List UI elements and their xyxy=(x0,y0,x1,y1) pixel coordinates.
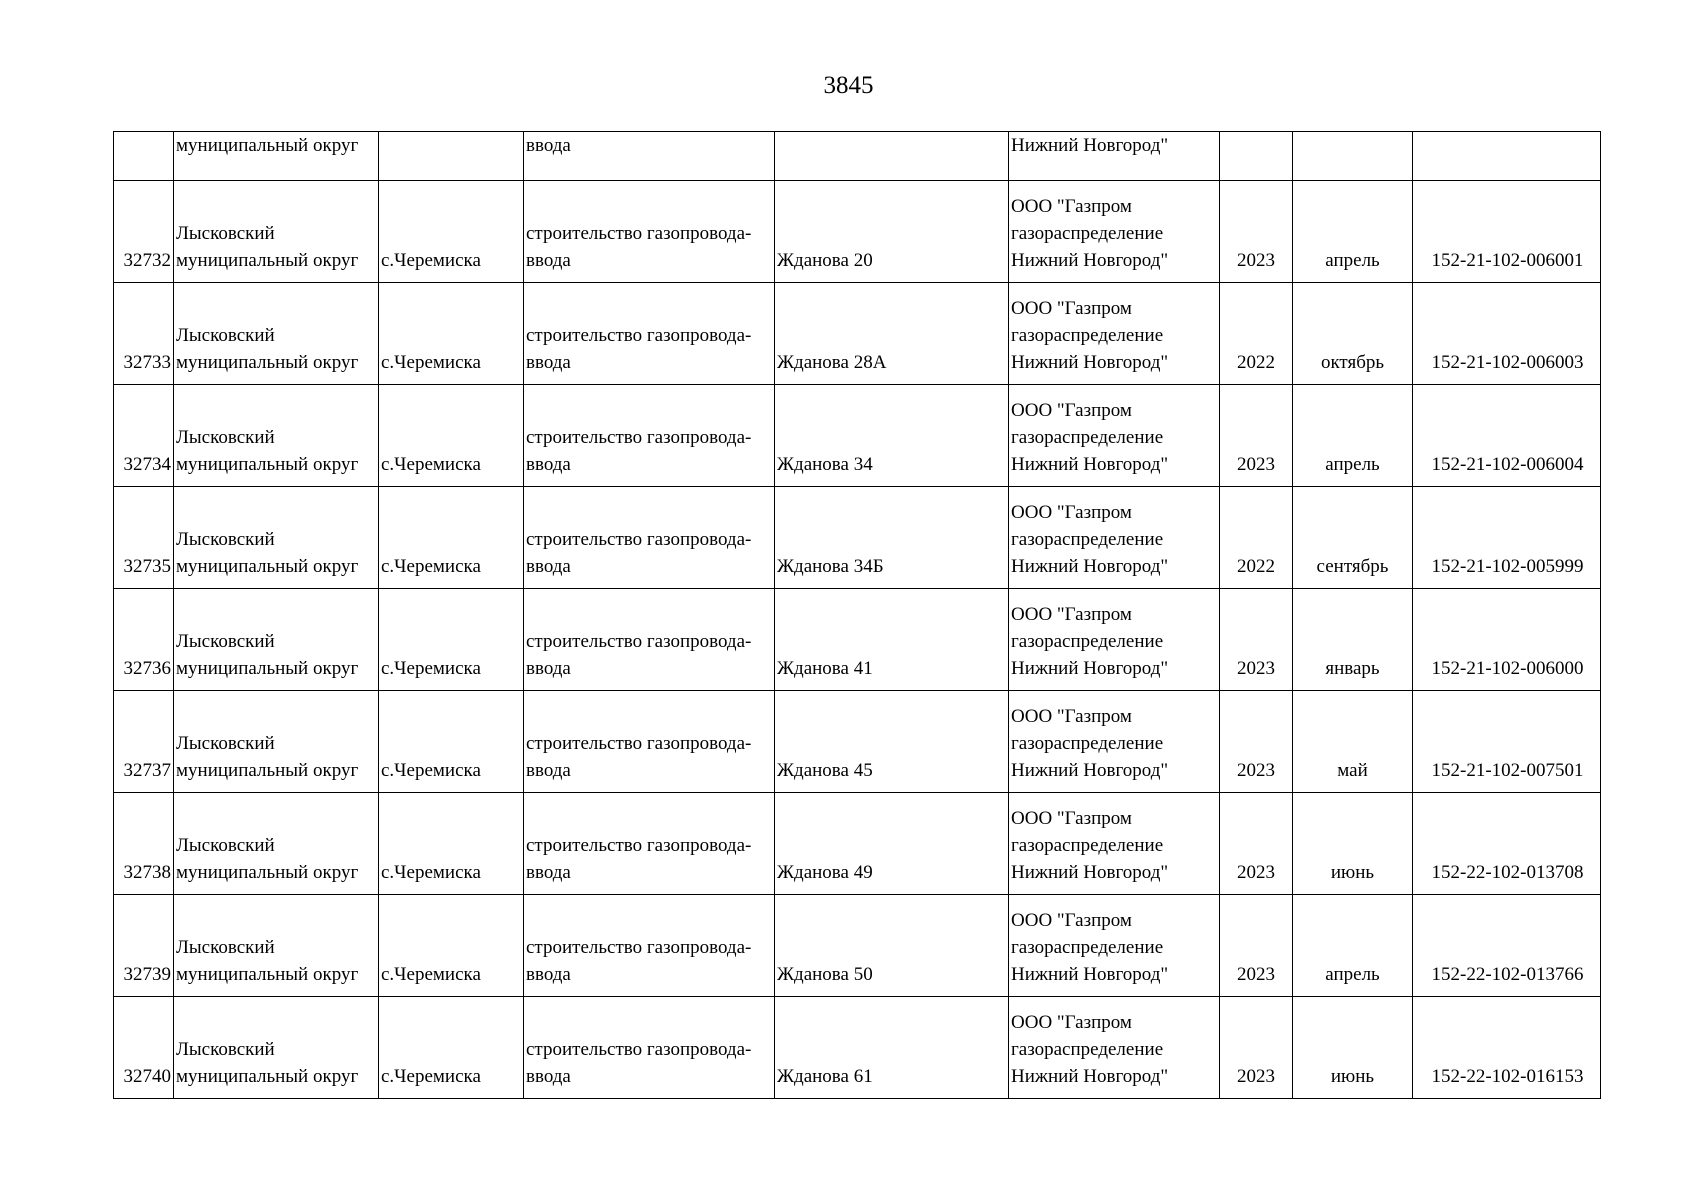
cell-locality xyxy=(379,132,524,181)
cell-work xyxy=(524,283,775,385)
work-line-1: строительство газопровода- xyxy=(526,427,752,448)
work-line-1: строительство газопровода- xyxy=(526,325,752,346)
cell-locality: с.Черемиска xyxy=(379,181,524,283)
district-type: муниципальный округ xyxy=(176,964,359,985)
cell-work xyxy=(524,589,775,691)
cell-year: 2023 xyxy=(1220,895,1293,997)
cell-district xyxy=(174,691,379,793)
cell-district xyxy=(174,997,379,1099)
district-name: Лысковский xyxy=(176,427,275,448)
table-row xyxy=(114,385,1601,487)
cell-address: Жданова 49 xyxy=(775,793,1009,895)
cell-code: 152-22-102-013766 xyxy=(1413,895,1601,997)
cell-locality: с.Черемиска xyxy=(379,691,524,793)
cell-year: 2022 xyxy=(1220,487,1293,589)
org-line-1: ООО "Газпром xyxy=(1011,1012,1132,1033)
work-line-2: ввода xyxy=(526,454,571,475)
district-name: Лысковский xyxy=(176,223,275,244)
district-type: муниципальный округ xyxy=(176,556,359,577)
org-line-3: Нижний Новгород" xyxy=(1011,1066,1169,1087)
table-row xyxy=(114,997,1601,1099)
district-type: муниципальный округ xyxy=(176,760,359,781)
cell-org xyxy=(1009,997,1220,1099)
cell-district xyxy=(174,181,379,283)
org-line-1: ООО "Газпром xyxy=(1011,298,1132,319)
org-line-1: ООО "Газпром xyxy=(1011,604,1132,625)
cell-year: 2022 xyxy=(1220,283,1293,385)
cell-num: 32735 xyxy=(114,487,174,589)
district-type: муниципальный округ xyxy=(176,454,359,475)
cell-address: Жданова 34Б xyxy=(775,487,1009,589)
work-line-1: строительство газопровода- xyxy=(526,223,752,244)
cell-work xyxy=(524,181,775,283)
cell-address: Жданова 41 xyxy=(775,589,1009,691)
district-type: муниципальный округ xyxy=(176,658,359,679)
table-row xyxy=(114,487,1601,589)
work-line-1: строительство газопровода- xyxy=(526,529,752,550)
district-name: Лысковский xyxy=(176,733,275,754)
district-name: Лысковский xyxy=(176,529,275,550)
cell-work xyxy=(524,487,775,589)
cell-locality: с.Черемиска xyxy=(379,487,524,589)
table-row xyxy=(114,895,1601,997)
cell-locality: с.Черемиска xyxy=(379,793,524,895)
cell-district xyxy=(174,385,379,487)
district-type: муниципальный округ xyxy=(176,862,359,883)
cell-num: 32740 xyxy=(114,997,174,1099)
cell-district xyxy=(174,283,379,385)
registry-table xyxy=(113,131,1601,1099)
work-line-1: строительство газопровода- xyxy=(526,1039,752,1060)
org-line-3: Нижний Новгород" xyxy=(1011,556,1169,577)
cell-year: 2023 xyxy=(1220,691,1293,793)
cell-code: 152-22-102-016153 xyxy=(1413,997,1601,1099)
org-line-1: ООО "Газпром xyxy=(1011,502,1132,523)
continuation-row xyxy=(114,132,1601,181)
cell-code: 152-21-102-006004 xyxy=(1413,385,1601,487)
cell-org xyxy=(1009,385,1220,487)
cell-month: октябрь xyxy=(1293,283,1413,385)
cell-num: 32736 xyxy=(114,589,174,691)
district-type: муниципальный округ xyxy=(176,250,359,271)
cell-address: Жданова 61 xyxy=(775,997,1009,1099)
org-line-3: Нижний Новгород" xyxy=(1011,760,1169,781)
cell-district xyxy=(174,793,379,895)
district-type: муниципальный округ xyxy=(176,352,359,373)
cell-month xyxy=(1293,132,1413,181)
org-line-2: газораспределение xyxy=(1011,937,1164,958)
cell-code: 152-21-102-006001 xyxy=(1413,181,1601,283)
cell-work xyxy=(524,385,775,487)
cell-code: 152-21-102-006003 xyxy=(1413,283,1601,385)
org-line-1: ООО "Газпром xyxy=(1011,400,1132,421)
org-line-3: Нижний Новгород" xyxy=(1011,658,1169,679)
org-line-2: газораспределение xyxy=(1011,631,1164,652)
cell-month: май xyxy=(1293,691,1413,793)
work-line-1: строительство газопровода- xyxy=(526,937,752,958)
work-line-2: ввода xyxy=(526,250,571,271)
cell-work xyxy=(524,997,775,1099)
table-row xyxy=(114,793,1601,895)
org-line-1: ООО "Газпром xyxy=(1011,196,1132,217)
table-row xyxy=(114,181,1601,283)
cell-org xyxy=(1009,895,1220,997)
cell-work xyxy=(524,691,775,793)
cell-month: июнь xyxy=(1293,793,1413,895)
district-name: Лысковский xyxy=(176,835,275,856)
cell-month: сентябрь xyxy=(1293,487,1413,589)
cell-num: 32739 xyxy=(114,895,174,997)
cell-org xyxy=(1009,487,1220,589)
cell-org: Нижний Новгород" xyxy=(1009,132,1220,181)
district-name: Лысковский xyxy=(176,937,275,958)
work-line-2: ввода xyxy=(526,556,571,577)
cell-district xyxy=(174,487,379,589)
work-line-2: ввода xyxy=(526,658,571,679)
cell-address: Жданова 50 xyxy=(775,895,1009,997)
work-line-1: строительство газопровода- xyxy=(526,631,752,652)
cell-year xyxy=(1220,132,1293,181)
cell-year: 2023 xyxy=(1220,589,1293,691)
cell-code: 152-21-102-007501 xyxy=(1413,691,1601,793)
district-type: муниципальный округ xyxy=(176,1066,359,1087)
cell-year: 2023 xyxy=(1220,997,1293,1099)
org-line-2: газораспределение xyxy=(1011,1039,1164,1060)
org-line-3: Нижний Новгород" xyxy=(1011,352,1169,373)
org-line-2: газораспределение xyxy=(1011,325,1164,346)
cell-work xyxy=(524,895,775,997)
cell-num: 32737 xyxy=(114,691,174,793)
work-line-2: ввода xyxy=(526,352,571,373)
cell-code xyxy=(1413,132,1601,181)
district-name: Лысковский xyxy=(176,325,275,346)
cell-org xyxy=(1009,691,1220,793)
cell-org xyxy=(1009,283,1220,385)
cell-address: Жданова 28А xyxy=(775,283,1009,385)
cell-locality: с.Черемиска xyxy=(379,589,524,691)
cell-org xyxy=(1009,181,1220,283)
work-line-2: ввода xyxy=(526,964,571,985)
cell-locality: с.Черемиска xyxy=(379,385,524,487)
cell-address: Жданова 34 xyxy=(775,385,1009,487)
org-line-2: газораспределение xyxy=(1011,427,1164,448)
cell-code: 152-21-102-006000 xyxy=(1413,589,1601,691)
cell-num: 32732 xyxy=(114,181,174,283)
cell-num: 32738 xyxy=(114,793,174,895)
cell-district: муниципальный округ xyxy=(174,132,379,181)
cell-month: июнь xyxy=(1293,997,1413,1099)
table-row xyxy=(114,691,1601,793)
work-line-2: ввода xyxy=(526,862,571,883)
org-line-3: Нижний Новгород" xyxy=(1011,250,1169,271)
org-line-3: Нижний Новгород" xyxy=(1011,454,1169,475)
cell-work xyxy=(524,793,775,895)
cell-org xyxy=(1009,793,1220,895)
org-line-3: Нижний Новгород" xyxy=(1011,964,1169,985)
cell-locality: с.Черемиска xyxy=(379,283,524,385)
cell-num xyxy=(114,132,174,181)
cell-year: 2023 xyxy=(1220,181,1293,283)
work-line-1: строительство газопровода- xyxy=(526,835,752,856)
cell-month: апрель xyxy=(1293,385,1413,487)
cell-work: ввода xyxy=(524,132,775,181)
org-line-1: ООО "Газпром xyxy=(1011,808,1132,829)
org-line-1: ООО "Газпром xyxy=(1011,706,1132,727)
cell-district xyxy=(174,895,379,997)
cell-num: 32733 xyxy=(114,283,174,385)
cell-month: апрель xyxy=(1293,181,1413,283)
table-row xyxy=(114,589,1601,691)
cell-locality: с.Черемиска xyxy=(379,997,524,1099)
page-number: 3845 xyxy=(823,72,874,99)
cell-district xyxy=(174,589,379,691)
cell-month: апрель xyxy=(1293,895,1413,997)
cell-month: январь xyxy=(1293,589,1413,691)
work-line-2: ввода xyxy=(526,760,571,781)
cell-num: 32734 xyxy=(114,385,174,487)
table-row xyxy=(114,283,1601,385)
district-name: Лысковский xyxy=(176,631,275,652)
org-line-2: газораспределение xyxy=(1011,835,1164,856)
work-line-1: строительство газопровода- xyxy=(526,733,752,754)
cell-address xyxy=(775,132,1009,181)
cell-code: 152-21-102-005999 xyxy=(1413,487,1601,589)
org-line-2: газораспределение xyxy=(1011,733,1164,754)
org-line-1: ООО "Газпром xyxy=(1011,910,1132,931)
cell-year: 2023 xyxy=(1220,385,1293,487)
org-line-2: газораспределение xyxy=(1011,223,1164,244)
cell-code: 152-22-102-013708 xyxy=(1413,793,1601,895)
district-name: Лысковский xyxy=(176,1039,275,1060)
cell-year: 2023 xyxy=(1220,793,1293,895)
cell-org xyxy=(1009,589,1220,691)
org-line-3: Нижний Новгород" xyxy=(1011,862,1169,883)
work-line-2: ввода xyxy=(526,1066,571,1087)
cell-address: Жданова 20 xyxy=(775,181,1009,283)
cell-address: Жданова 45 xyxy=(775,691,1009,793)
org-line-2: газораспределение xyxy=(1011,529,1164,550)
cell-locality: с.Черемиска xyxy=(379,895,524,997)
